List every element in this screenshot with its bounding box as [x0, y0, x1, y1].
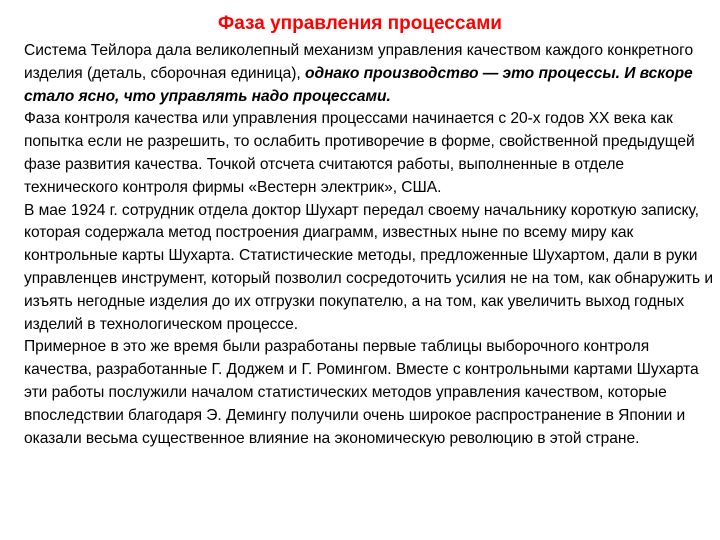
paragraph-taylor-system — [24, 40, 714, 108]
paragraph-process-control-phase: Фаза контроля качества или управления процессами начинается с 20-х годов XX века как попытка если не разрешить, то ослабить противоречие в форме, свойственной предыдущей фазе развития качества. Точкой отсчета считаются работы, выполненные в отделе технического контроля фирмы «Вестерн электрик», США. — [24, 110, 695, 196]
paragraph-shewhart: В мае 1924 г. сотрудник отдела доктор Шухарт передал своему начальнику короткую записку, которая содержала метод построения диаграмм, известных ныне по всему миру как контрольные карты Шухарта. Статистические методы, предложенные Шухартом, дали в руки управленцев инструмент, который позволил сосредоточить усилия не на том, как обнаружить и изъять негодные изделия до их отгрузки покупателю, а на том, как увеличить выход годных изделий в технологическом процессе. — [24, 201, 713, 333]
paragraph-lead-text: Система Тейлора дала великолепный механизм управления качеством каждого конкретного изделия (деталь, сборочная единица), — [24, 42, 694, 82]
slide-title: Фаза управления процессами — [218, 13, 502, 34]
emphasized-text: однако производство — это процессы. И вскоре стало ясно, что управлять надо процессами. — [24, 64, 693, 105]
slide-body — [24, 40, 714, 450]
paragraph-sampling-tables: Примерное в это же время были разработаны первые таблицы выборочного контроля качества, разработанные Г. Доджем и Г. Ромингом. Вместе с контрольными картами Шухарта эти работы послужили началом статистических методов управления качеством, которые впоследствии благодаря Э. Демингу получили очень широкое распространение в Японии и оказали весьма существенное влияние на экономическую революцию в этой стране. — [24, 338, 699, 447]
